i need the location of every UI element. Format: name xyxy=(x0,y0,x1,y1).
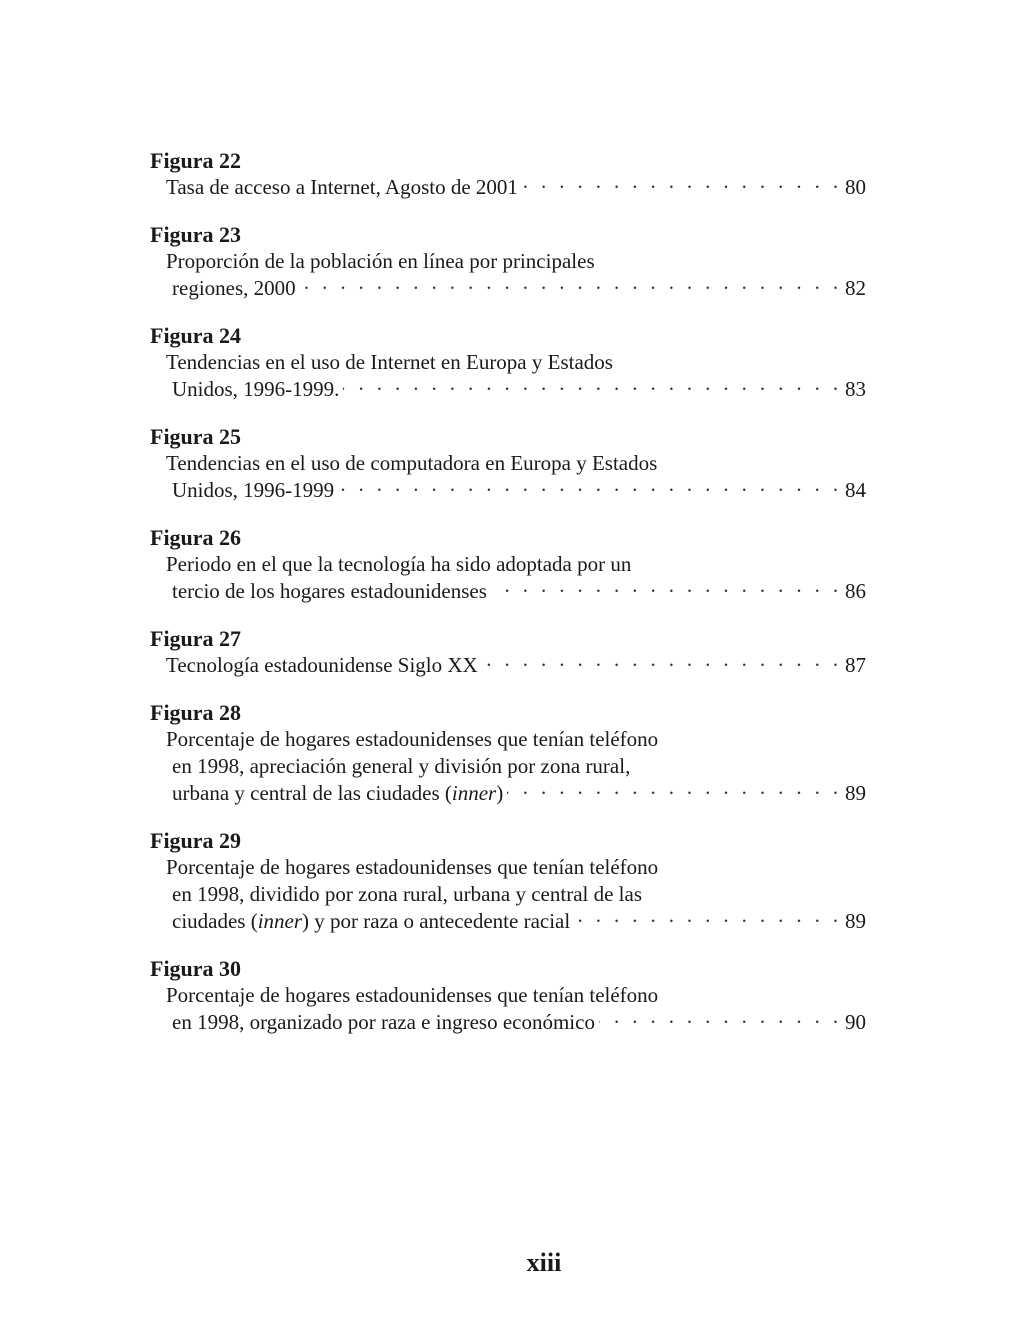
figure-title-line: Proporción de la población en línea por principales xyxy=(166,249,595,273)
figure-title-line xyxy=(150,780,866,807)
dot-leader xyxy=(482,652,839,679)
dot-leader xyxy=(507,780,839,807)
figure-title-text: regiones, 2000 xyxy=(172,276,296,300)
figure-label: Figura 28 xyxy=(150,700,242,725)
dot-leader xyxy=(491,578,839,605)
page-number: 90 xyxy=(845,1010,866,1034)
figure-title-line: Porcentaje de hogares estadounidenses que tenían teléfono xyxy=(166,727,659,751)
figure-title-line xyxy=(150,652,866,679)
italic-term: inner xyxy=(451,781,497,805)
figure-label: Figura 29 xyxy=(150,828,242,853)
toc-entry-figura-29[interactable] xyxy=(150,827,866,935)
figure-title-line xyxy=(150,477,866,504)
dot-leader xyxy=(599,1009,839,1036)
dot-leader xyxy=(338,477,839,504)
figure-label: Figura 27 xyxy=(150,626,242,651)
figure-label: Figura 24 xyxy=(150,323,242,348)
page-number: 87 xyxy=(845,653,866,677)
page-number: 80 xyxy=(845,175,866,199)
figure-label: Figura 26 xyxy=(150,525,242,550)
figure-title-line: Periodo en el que la tecnología ha sido adoptada por un xyxy=(166,552,632,576)
figure-title-line: en 1998, apreciación general y división por zona rural, xyxy=(172,754,631,778)
figure-title-line xyxy=(150,578,866,605)
page-number: 89 xyxy=(845,781,866,805)
figure-title-line xyxy=(150,376,866,403)
figure-title-line: Tendencias en el uso de Internet en Europa y Estados xyxy=(166,350,613,374)
toc-entry-figura-30[interactable] xyxy=(150,955,866,1036)
figure-title-text: en 1998, organizado por raza e ingreso económico xyxy=(172,1010,595,1034)
figure-title-text: Tecnología estadounidense Siglo XX xyxy=(166,653,478,677)
figure-label: Figura 23 xyxy=(150,222,242,247)
page-number: 86 xyxy=(845,579,866,603)
figure-label: Figura 25 xyxy=(150,424,242,449)
figure-title-line: en 1998, dividido por zona rural, urbana y central de las xyxy=(172,882,643,906)
figure-title-text: urbana y central de las ciudades (inner) xyxy=(172,781,504,805)
page-number: 84 xyxy=(845,478,866,502)
figure-title-line xyxy=(150,174,866,201)
page-number: 83 xyxy=(845,377,866,401)
figure-title-line xyxy=(150,908,866,935)
page-number: 89 xyxy=(845,909,866,933)
dot-leader xyxy=(300,275,839,302)
dot-leader xyxy=(574,908,839,935)
figure-title-line: Porcentaje de hogares estadounidenses que tenían teléfono xyxy=(166,983,659,1007)
figure-title-line xyxy=(150,1009,866,1036)
figure-title-text: tercio de los hogares estadounidenses xyxy=(172,579,487,603)
list-of-figures xyxy=(150,147,866,1056)
toc-entry-figura-22[interactable] xyxy=(150,147,866,201)
toc-entry-figura-26[interactable] xyxy=(150,524,866,605)
page-folio: xiii xyxy=(526,1248,562,1277)
figure-title-text: Unidos, 1996-1999 xyxy=(172,478,335,502)
figure-title-text: Tasa de acceso a Internet, Agosto de 2001 xyxy=(166,175,518,199)
toc-entry-figura-24[interactable] xyxy=(150,322,866,403)
dot-leader xyxy=(343,376,839,403)
dot-leader xyxy=(522,174,839,201)
figure-title-line: Porcentaje de hogares estadounidenses que tenían teléfono xyxy=(166,855,659,879)
figure-title-line: Tendencias en el uso de computadora en Europa y Estados xyxy=(166,451,658,475)
figure-label: Figura 30 xyxy=(150,956,242,981)
toc-entry-figura-25[interactable] xyxy=(150,423,866,504)
figure-title-line xyxy=(150,275,866,302)
figure-title-text: Unidos, 1996-1999. xyxy=(172,377,340,401)
toc-entry-figura-27[interactable] xyxy=(150,625,866,679)
toc-entry-figura-28[interactable] xyxy=(150,699,866,807)
figure-label: Figura 22 xyxy=(150,148,242,173)
italic-term: inner xyxy=(257,909,303,933)
toc-entry-figura-23[interactable] xyxy=(150,221,866,302)
page-number: 82 xyxy=(845,276,866,300)
figure-title-text: ciudades (inner) y por raza o antecedente racial xyxy=(172,909,571,933)
